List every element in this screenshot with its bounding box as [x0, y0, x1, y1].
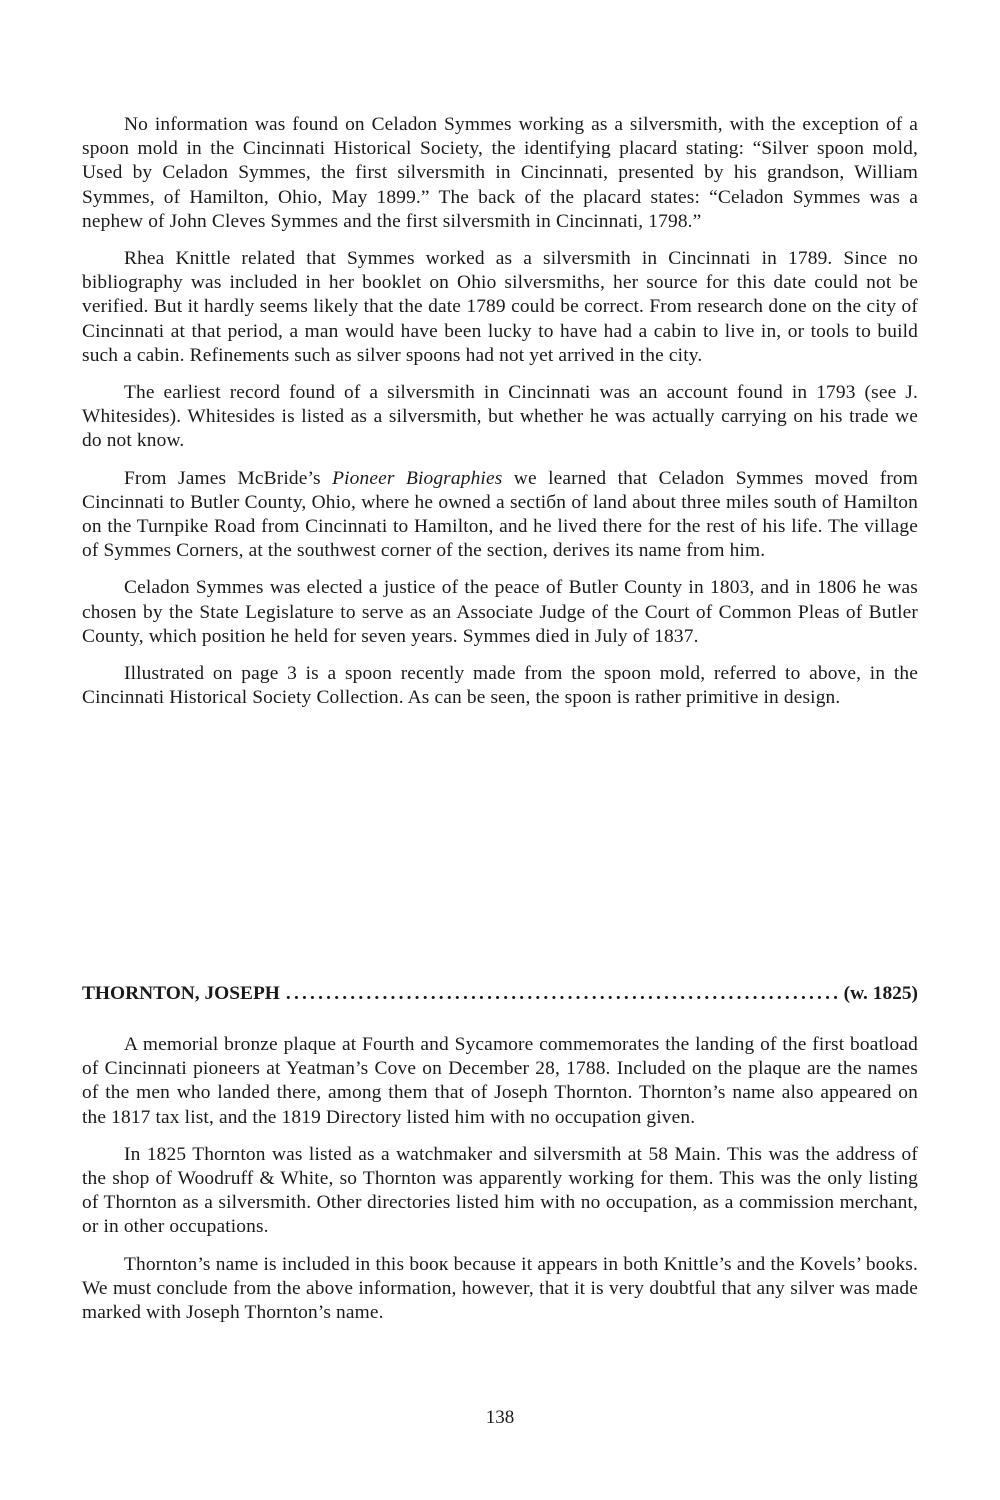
entry-name: THORNTON, JOSEPH: [82, 983, 280, 1004]
paragraph: [82, 467, 918, 564]
entry-heading: [82, 982, 918, 1006]
page-number: 138: [485, 1407, 515, 1428]
paragraph: A memorial bronze plaque at Fourth and Sycamore commemorates the landing of the first boatload of Cincinnati pioneers at Yeatman’s Cove on December 28, 1788. Included on the plaque are the names of the men who landed there, among them that of Joseph Thornton. Thornton’s name also appeared on the 1817 tax list, and the 1819 Directory listed him with no occupation given.: [82, 1034, 918, 1128]
paragraph: Rhea Knittle related that Symmes worked as a silversmith in Cincinnati in 1789. Since no bibliography was included in her booklet on Ohio silversmiths, her source for this date could not be verified. But it hardly seems likely that the date 1789 could be correct. From research done on the city of Cincinnati at that period, a man would have been lucky to have had a cabin to live in, or tools to build such a cabin. Refinements such as silver spoons had not yet arrived in the city.: [82, 248, 918, 366]
paragraph: The earliest record found of a silversmith in Cincinnati was an account found in 1793 (see J. Whitesides). Whitesides is listed as a silversmith, but whether he was actually carrying on his trade we do not know.: [82, 382, 918, 452]
paragraph-text: From James McBride’s: [124, 467, 333, 489]
paragraph: Celadon Symmes was elected a justice of the peace of Butler County in 1803, and in 1806 he was chosen by the State Legislature to serve as an Associate Judge of the Court of Common Pleas of Butler County, which position he held for seven years. Symmes died in July of 1837.: [82, 577, 918, 647]
book-title: Pioneer Biographies: [332, 467, 503, 489]
symmes-section: [82, 113, 918, 723]
dot-leader: [286, 982, 838, 1006]
thornton-section: [82, 1033, 918, 1338]
paragraph: No information was found on Celadon Symmes working as a silversmith, with the exception of a spoon mold in the Cincinnati Historical Society, the identifying placard stating: “Silver spoon mold, Used by Celadon Symmes, the first silversmith in Cincinnati, presented by his grandson, William Symmes, of Hamilton, Ohio, May 1899.” The back of the placard states: “Celadon Symmes was a nephew of John Cleves Symmes and the first silversmith in Cincinnati, 1798.”: [82, 114, 918, 232]
paragraph: Illustrated on page 3 is a spoon recently made from the spoon mold, referred to above, in the Cincinnati Historical Society Collection. As can be seen, the spoon is rather primitive in design.: [82, 663, 918, 709]
paragraph: In 1825 Thornton was listed as a watchmaker and silversmith at 58 Main. This was the address of the shop of Woodruff & White, so Thornton was apparently working for them. This was the only listing of Thornton as a silversmith. Other directories listed him with no occupation, as a commission merchant, or in other occupations.: [82, 1143, 918, 1238]
entry-dates: (w. 1825): [843, 983, 918, 1004]
paragraph-text: we learned that Celadon Symmes moved from Cincinnati to Butler County, Ohio, where he owned a sectiбn of land about three miles south of Hamilton on the Turnpike Road from Cincinnati to Hamilton, and he lived there for the rest of his life. The village of Symmes Corners, at the southwest corner of the section, derives its name from him.: [82, 467, 918, 562]
paragraph: Thornton’s name is included in this booк because it appears in both Knittle’s and the Kovels’ books. We must conclude from the above information, however, that it is very doubtful that any silver was made marked with Joseph Thornton’s name.: [82, 1253, 918, 1324]
